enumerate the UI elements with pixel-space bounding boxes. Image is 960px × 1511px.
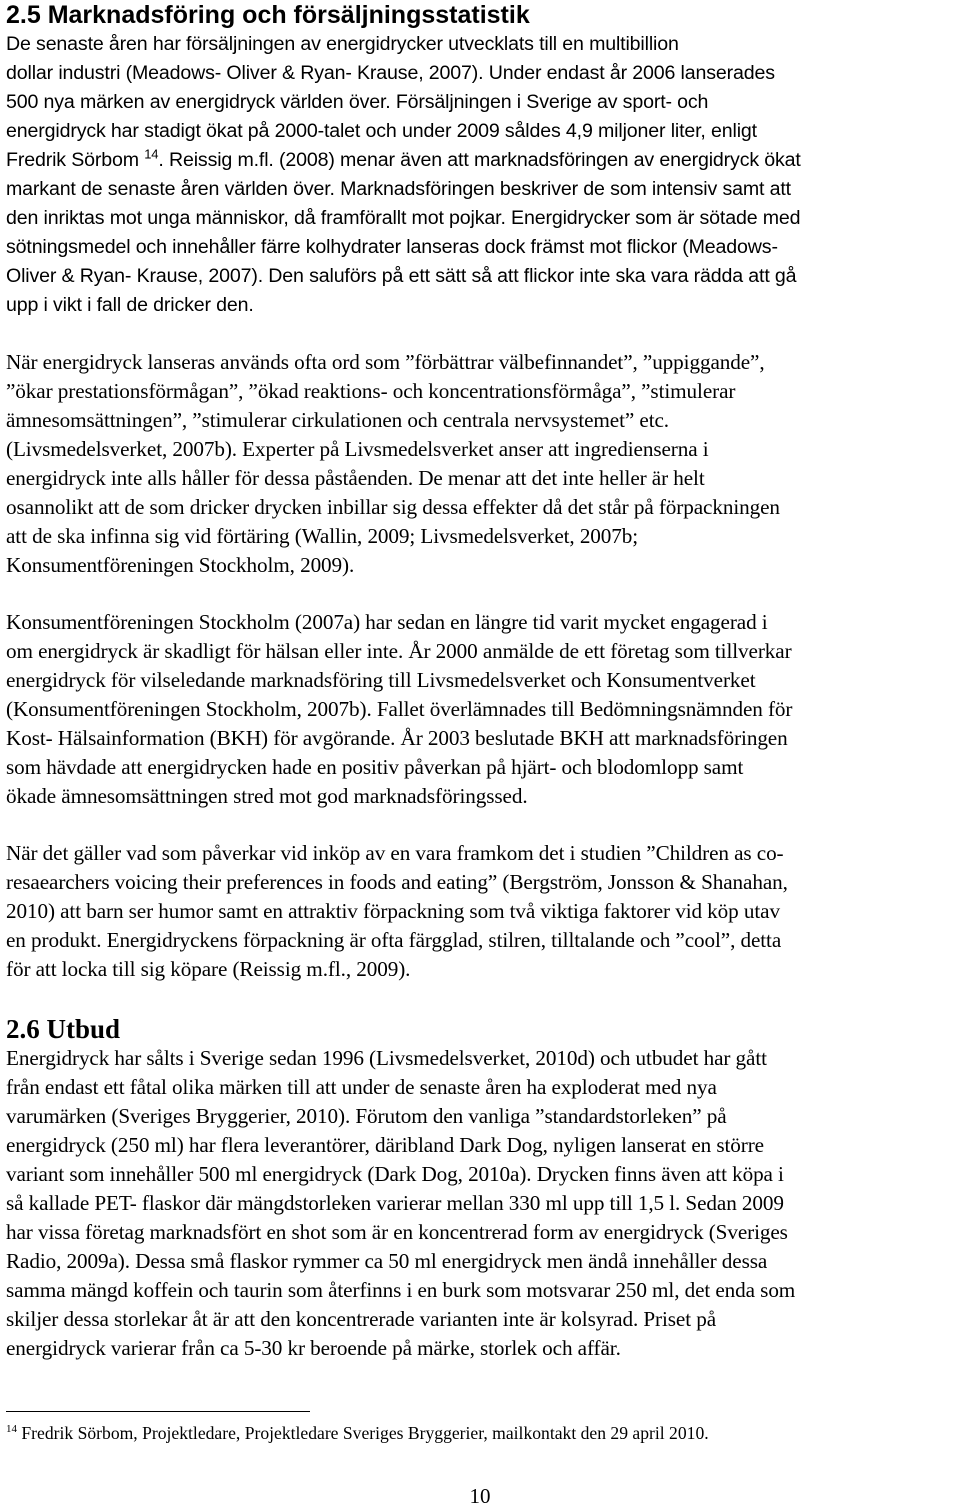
footnote-separator: [6, 1411, 310, 1412]
text-line: När energidryck lanseras används ofta ord som ”förbättrar välbefinnandet”, ”uppiggande”,: [6, 350, 765, 374]
text-line: (Konsumentföreningen Stockholm, 2007b). Fallet överlämnades till Bedömningsnämnden för: [6, 697, 793, 721]
section-heading-2-5: 2.5 Marknadsföring och försäljningsstatistik: [6, 1, 530, 29]
text-line: dollar industri (Meadows- Oliver & Ryan- Krause, 2007). Under endast år 2006 lanserades: [6, 62, 775, 84]
text-line: 2010) att barn ser humor samt en attraktiv förpackning som två viktiga faktorer vid köp utav: [6, 899, 780, 923]
text-line: variant som innehåller 500 ml energidryck (Dark Dog, 2010a). Drycken finns även att köpa i: [6, 1162, 784, 1186]
text-line: ämnesomsättningen”, ”stimulerar cirkulationen och centrala nervsystemet” etc.: [6, 408, 669, 432]
text-line: skiljer dessa storlekar åt är att den koncentrerade varianten inte är kolsyrad. Priset på: [6, 1307, 717, 1331]
text-line: den inriktas mot unga människor, då framförallt mot pojkar. Energidrycker som är sötade med: [6, 207, 801, 229]
text-line: Oliver & Ryan- Krause, 2007). Den saluförs på ett sätt så att flickor inte ska vara rädda att gå: [6, 265, 797, 287]
page-number: 10: [469, 1484, 491, 1508]
text-line: Energidryck har sålts i Sverige sedan 1996 (Livsmedelsverket, 2010d) och utbudet har gått: [6, 1046, 767, 1070]
text-line: Konsumentföreningen Stockholm (2007a) har sedan en längre tid varit mycket engagerad i: [6, 610, 768, 634]
text-line: 500 nya märken av energidryck världen över. Försäljningen i Sverige av sport- och: [6, 91, 709, 113]
text-line: sötningsmedel och innehåller färre kolhydrater lanseras dock främst mot flickor (Meadows-: [6, 236, 778, 258]
text-line: från endast ett fåtal olika märken till att under de senaste åren ha exploderat med nya: [6, 1075, 717, 1099]
text-line: [6, 146, 954, 175]
text-fragment: Fredrik Sörbom: [6, 149, 139, 171]
text-line: (Livsmedelsverket, 2007b). Experter på Livsmedelsverket anser att ingredienserna i: [6, 437, 709, 461]
text-line: varumärken (Sveriges Bryggerier, 2010). Förutom den vanliga ”standardstorleken” på: [6, 1104, 727, 1128]
footnote: [6, 1422, 709, 1444]
text-line: så kallade PET- flaskor där mängdstorleken varierar mellan 330 ml upp till 1,5 l. Sedan 2009: [6, 1191, 784, 1215]
text-line: markant de senaste åren världen över. Marknadsföringen beskriver de som intensiv samt att: [6, 178, 791, 200]
text-line: upp i vikt i fall de dricker den.: [6, 294, 254, 316]
text-line: Konsumentföreningen Stockholm, 2009).: [6, 553, 355, 577]
text-line: samma mängd koffein och taurin som återfinns i en burk som motsvarar 250 ml, det enda som: [6, 1278, 796, 1302]
footnote-reference: 14: [144, 146, 159, 162]
paragraph-supply: [6, 1044, 954, 1363]
document-page: [6, 0, 954, 1363]
text-line: energidryck (250 ml) har flera leverantörer, däribland Dark Dog, nyligen lanserat en större: [6, 1133, 764, 1157]
paragraph-spacer: [6, 984, 954, 1014]
text-line: När det gäller vad som påverkar vid inköp av en vara framkom det i studien ”Children as co-: [6, 841, 784, 865]
paragraph-claims: [6, 348, 954, 580]
text-line: Kost- Hälsainformation (BKH) för avgörande. År 2003 beslutade BKH att marknadsföringen: [6, 726, 788, 750]
text-line: energidryck inte alls håller för dessa påståenden. De menar att det inte heller är helt: [6, 466, 705, 490]
paragraph-consumer-association: [6, 608, 954, 811]
text-line: ökade ämnesomsättningen stred mot god marknadsföringssed.: [6, 784, 528, 808]
text-line: att de ska infinna sig vid förtäring (Wallin, 2009; Livsmedelsverket, 2007b;: [6, 524, 639, 548]
paragraph-spacer: [6, 811, 954, 839]
text-line: energidryck för vilseledande marknadsföring till Livsmedelsverket och Konsumentverket: [6, 668, 756, 692]
text-line: resaearchers voicing their preferences in foods and eating” (Bergström, Jonsson & Shanahan,: [6, 870, 788, 894]
text-line: har vissa företag marknadsfört en shot som är en koncentrerad form av energidryck (Sveriges: [6, 1220, 788, 1244]
text-line: om energidryck är skadligt för hälsan eller inte. År 2000 anmälde de ett företag som tillverkar: [6, 639, 792, 663]
footnote-text: Fredrik Sörbom, Projektledare, Projektledare Sveriges Bryggerier, mailkontakt den 29 april 2010.: [17, 1423, 709, 1443]
text-line: Radio, 2009a). Dessa små flaskor rymmer ca 50 ml energidryck men ändå innehåller dessa: [6, 1249, 768, 1273]
text-line: De senaste åren har försäljningen av energidrycker utvecklats till en multibillion: [6, 33, 679, 55]
text-line: som hävdade att energidrycken hade en positiv påverkan på hjärt- och blodomlopp samt: [6, 755, 744, 779]
paragraph-spacer: [6, 580, 954, 608]
footnote-number: 14: [6, 1423, 17, 1436]
text-fragment: . Reissig m.fl. (2008) menar även att marknadsföringen av energidryck ökat: [158, 149, 801, 171]
text-line: energidryck varierar från ca 5-30 kr beroende på märke, storlek och affär.: [6, 1336, 621, 1360]
paragraph-purchase-factors: [6, 839, 954, 984]
text-line: energidryck har stadigt ökat på 2000-talet och under 2009 såldes 4,9 miljoner liter, enligt: [6, 120, 757, 142]
section-heading-2-6: 2.6 Utbud: [6, 1014, 121, 1044]
text-line: osannolikt att de som dricker drycken inbillar sig dessa effekter då det står på förpackningen: [6, 495, 780, 519]
text-line: för att locka till sig köpare (Reissig m.fl., 2009).: [6, 957, 411, 981]
text-line: ”ökar prestationsförmågan”, ”ökad reaktions- och koncentrationsförmåga”, ”stimulerar: [6, 379, 736, 403]
text-line: en produkt. Energidryckens förpackning är ofta färgglad, stilren, tilltalande och ”cool”, detta: [6, 928, 782, 952]
paragraph-marketing: [6, 30, 954, 320]
paragraph-spacer: [6, 320, 954, 348]
